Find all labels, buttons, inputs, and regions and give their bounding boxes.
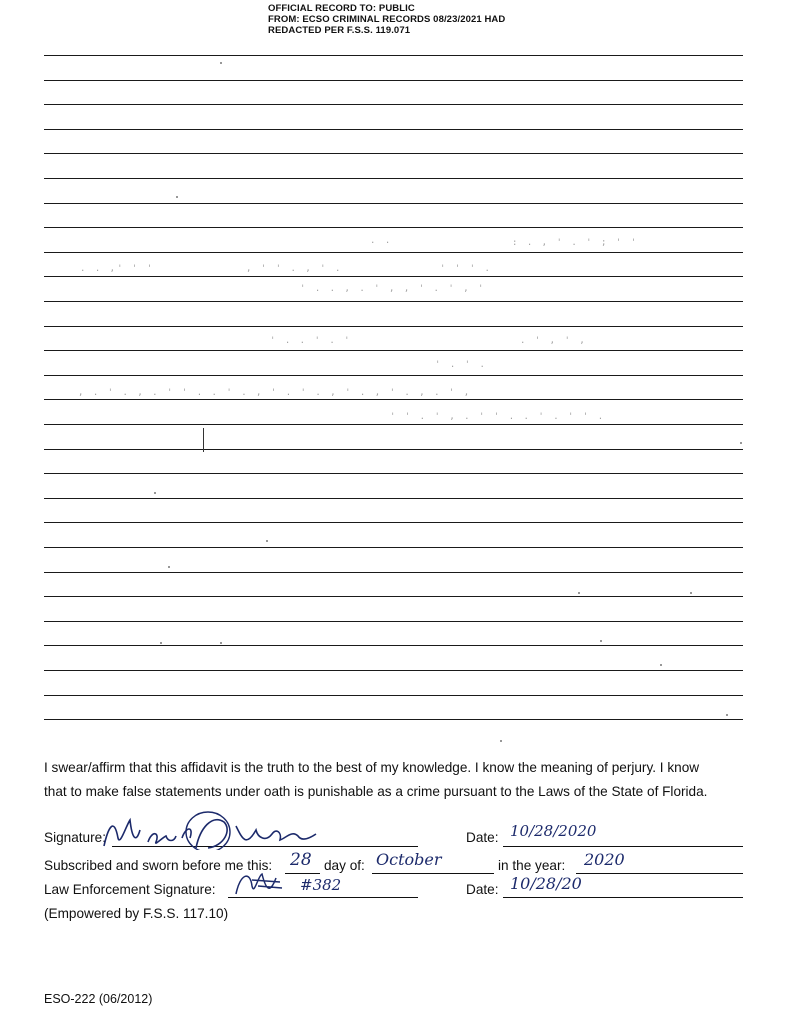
header-line-3: REDACTED PER F.S.S. 119.071: [268, 25, 411, 36]
statement-line[interactable]: [44, 350, 743, 351]
faint-marks: , . ' . , . ' ' . . ' . , ' . ' . , ' . , ' . , . ' ,: [78, 388, 472, 398]
le-date-label: Date:: [466, 882, 499, 897]
faint-marks: . . ,' ' ': [80, 264, 155, 274]
year-value: 2020: [584, 850, 625, 869]
oath-line-1: I swear/affirm that this affidavit is the truth to the best of my knowledge. I know the meaning of perjury. I know: [44, 760, 700, 775]
faint-marks: : . , ' . ' ; ' ': [512, 238, 639, 248]
statement-line[interactable]: [44, 104, 743, 105]
statement-line[interactable]: [44, 55, 743, 56]
statement-line[interactable]: [44, 572, 743, 573]
stray-dot: [690, 592, 692, 594]
stray-dot: [660, 664, 662, 666]
date-label: Date:: [466, 830, 499, 845]
stray-dot: [726, 714, 728, 716]
stray-dot: [168, 566, 170, 568]
le-signature-label: Law Enforcement Signature:: [44, 882, 216, 897]
statement-line[interactable]: [44, 178, 743, 179]
statement-line[interactable]: [44, 276, 743, 277]
faint-marks: ' ' ' .: [440, 264, 492, 274]
sworn-day-value: 28: [290, 850, 312, 870]
statement-line[interactable]: [44, 227, 743, 228]
year-label: in the year:: [498, 858, 566, 873]
year-line[interactable]: [576, 873, 743, 874]
stray-dot: [176, 196, 178, 198]
statement-line[interactable]: [44, 498, 743, 499]
statement-line[interactable]: [44, 695, 743, 696]
stray-dot: [154, 492, 156, 494]
form-id: ESO-222 (06/2012): [44, 992, 153, 1006]
statement-line[interactable]: [44, 719, 743, 720]
day-of-line[interactable]: [372, 873, 494, 874]
statement-line[interactable]: [44, 252, 743, 253]
statement-line[interactable]: [44, 399, 743, 400]
stray-dot: [600, 640, 602, 642]
header-line-1: OFFICIAL RECORD TO: PUBLIC: [268, 3, 415, 14]
statement-line[interactable]: [44, 670, 743, 671]
statement-line[interactable]: [44, 449, 743, 450]
le-date-line[interactable]: [503, 897, 743, 898]
header-line-2: FROM: ECSO CRIMINAL RECORDS 08/23/2021 HAD: [268, 14, 506, 25]
stray-dot: [160, 642, 162, 644]
faint-marks: , ' ' . , ' .: [246, 264, 343, 274]
day-of-label: day of:: [324, 858, 365, 873]
stray-dot: [500, 740, 502, 742]
stray-dot: [266, 540, 268, 542]
oath-line-2: that to make false statements under oath is punishable as a crime pursuant to the Laws of the State of Florida.: [44, 784, 708, 799]
faint-marks: ' . . ' . ': [270, 336, 352, 346]
faint-marks: ' . ' .: [435, 360, 487, 370]
statement-line[interactable]: [44, 375, 743, 376]
day-of-value: October: [376, 850, 442, 869]
statement-line[interactable]: [44, 153, 743, 154]
statement-line[interactable]: [44, 547, 743, 548]
records-header: [268, 3, 505, 36]
stray-dot: [740, 442, 742, 444]
le-signature-image: [232, 866, 292, 898]
faint-marks: . .: [370, 236, 393, 246]
stray-dot: [220, 62, 222, 64]
faint-marks: ' ' . ' , . ' ' . . ' . ' ' .: [390, 412, 606, 422]
statement-line[interactable]: [44, 203, 743, 204]
signature-image: [96, 808, 356, 850]
statement-line[interactable]: [44, 621, 743, 622]
stray-dot: [578, 592, 580, 594]
statement-line[interactable]: [44, 80, 743, 81]
statement-line[interactable]: [44, 473, 743, 474]
pen-mark: [203, 428, 204, 452]
statement-line[interactable]: [44, 424, 743, 425]
statement-line[interactable]: [44, 645, 743, 646]
date-value: 10/28/2020: [510, 822, 597, 840]
date-line[interactable]: [503, 846, 743, 847]
statement-line[interactable]: [44, 596, 743, 597]
statement-line[interactable]: [44, 326, 743, 327]
signature-label: Signature:: [44, 830, 106, 845]
le-date-value: 10/28/20: [510, 874, 582, 893]
statement-line[interactable]: [44, 301, 743, 302]
statement-line[interactable]: [44, 522, 743, 523]
statement-line[interactable]: [44, 129, 743, 130]
stray-dot: [220, 642, 222, 644]
empowered-note: (Empowered by F.S.S. 117.10): [44, 906, 229, 921]
sworn-label: Subscribed and sworn before me this:: [44, 858, 273, 873]
faint-marks: ' . . , . ' , , ' . ' , ': [300, 284, 486, 294]
le-badge: #382: [300, 876, 342, 894]
faint-marks: . ' , ' ,: [520, 336, 587, 346]
